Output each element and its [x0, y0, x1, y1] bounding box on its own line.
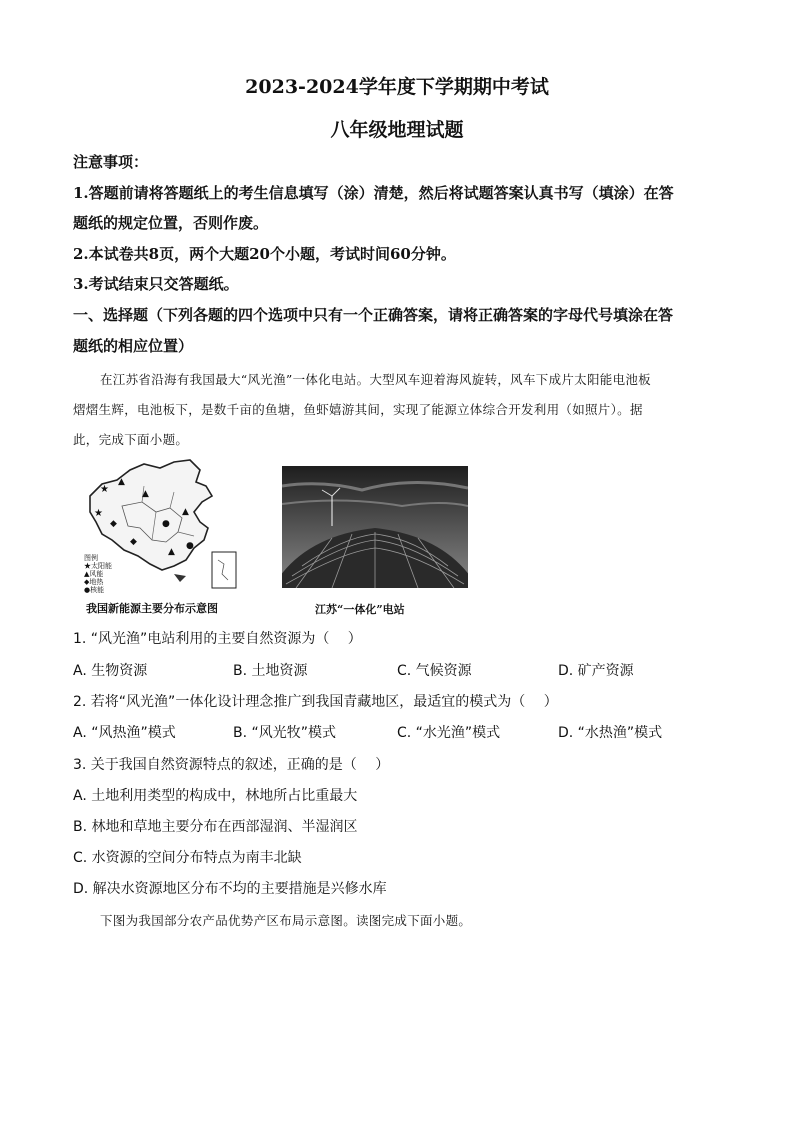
passage-1-line-1: 在江苏省沿海有我国最大“风光渔”一体化电站。大型风车迎着海风旋转，风车下成片太阳能电池板 [100, 372, 651, 387]
question-1-option-b[interactable]: B. 土地资源 [233, 663, 308, 679]
question-1-stem: 1. “风光渔”电站利用的主要自然资源为（ ） [73, 631, 362, 647]
exam-subtitle: 八年级地理试题 [330, 119, 464, 141]
question-2-option-c[interactable]: C. “水光渔”模式 [397, 725, 501, 741]
map-caption: 我国新能源主要分布示意图 [86, 602, 218, 615]
question-3-option-d[interactable]: D. 解决水资源地区分布不均的主要措施是兴修水库 [73, 881, 387, 897]
map-legend [84, 554, 112, 594]
svg-text:▲: ▲ [182, 507, 189, 517]
section-heading-line-2: 题纸的相应位置） [73, 337, 194, 355]
photo-caption: 江苏“一体化”电站 [315, 603, 405, 616]
map-legend-geothermal: ◆地热 [84, 578, 104, 586]
svg-text:★: ★ [94, 508, 103, 519]
svg-text:★: ★ [100, 484, 109, 495]
power-station-photo [282, 466, 468, 588]
svg-text:▲: ▲ [168, 547, 175, 557]
question-1-option-c[interactable]: C. 气候资源 [397, 663, 472, 679]
question-3-option-c[interactable]: C. 水资源的空间分布特点为南丰北缺 [73, 850, 302, 866]
svg-text:◆: ◆ [130, 537, 137, 547]
question-3-stem: 3. 关于我国自然资源特点的叙述，正确的是（ ） [73, 757, 390, 773]
map-legend-title: 图例 [84, 554, 98, 562]
notice-item-2: 2.本试卷共8页，两个大题20个小题，考试时间60分钟。 [73, 245, 456, 263]
map-legend-wind: ▲风能 [84, 570, 104, 578]
notice-item-3: 3.考试结束只交答题纸。 [73, 275, 239, 293]
svg-text:●: ● [162, 519, 170, 529]
china-energy-map [82, 456, 242, 592]
passage-1-line-3: 此，完成下面小题。 [73, 432, 189, 447]
question-3-option-b[interactable]: B. 林地和草地主要分布在西部湿润、半湿润区 [73, 819, 358, 835]
notice-item-1-line-1: 1.答题前请将答题纸上的考生信息填写（涂）清楚，然后将试题答案认真书写（填涂）在答 [73, 184, 674, 202]
svg-text:◆: ◆ [110, 519, 117, 529]
svg-text:▲: ▲ [142, 489, 149, 499]
passage-2-line-1: 下图为我国部分农产品优势产区布局示意图。读图完成下面小题。 [100, 913, 472, 928]
question-2-option-d[interactable]: D. “水热渔”模式 [558, 725, 663, 741]
passage-1-line-2: 熠熠生辉，电池板下，是数千亩的鱼塘，鱼虾嬉游其间，实现了能源立体综合开发利用（如照片）。据 [73, 402, 643, 417]
map-legend-nuclear: ●核能 [84, 586, 105, 594]
exam-title: 2023-2024学年度下学期期中考试 [245, 76, 549, 98]
notice-item-1-line-2: 题纸的规定位置，否则作废。 [73, 214, 269, 232]
question-2-option-b[interactable]: B. “风光牧”模式 [233, 725, 337, 741]
question-1-option-a[interactable]: A. 生物资源 [73, 663, 148, 679]
question-2-stem: 2. 若将“风光渔”一体化设计理念推广到我国青藏地区，最适宜的模式为（ ） [73, 694, 558, 710]
map-legend-solar: ★太阳能 [84, 562, 112, 570]
notice-heading: 注意事项： [73, 153, 149, 171]
question-2-option-a[interactable]: A. “风热渔”模式 [73, 725, 176, 741]
svg-text:▲: ▲ [118, 477, 125, 487]
svg-text:●: ● [186, 541, 194, 551]
question-3-option-a[interactable]: A. 土地利用类型的构成中，林地所占比重最大 [73, 788, 358, 804]
question-1-option-d[interactable]: D. 矿产资源 [558, 663, 634, 679]
section-heading-line-1: 一、选择题（下列各题的四个选项中只有一个正确答案，请将正确答案的字母代号填涂在答 [73, 306, 674, 324]
